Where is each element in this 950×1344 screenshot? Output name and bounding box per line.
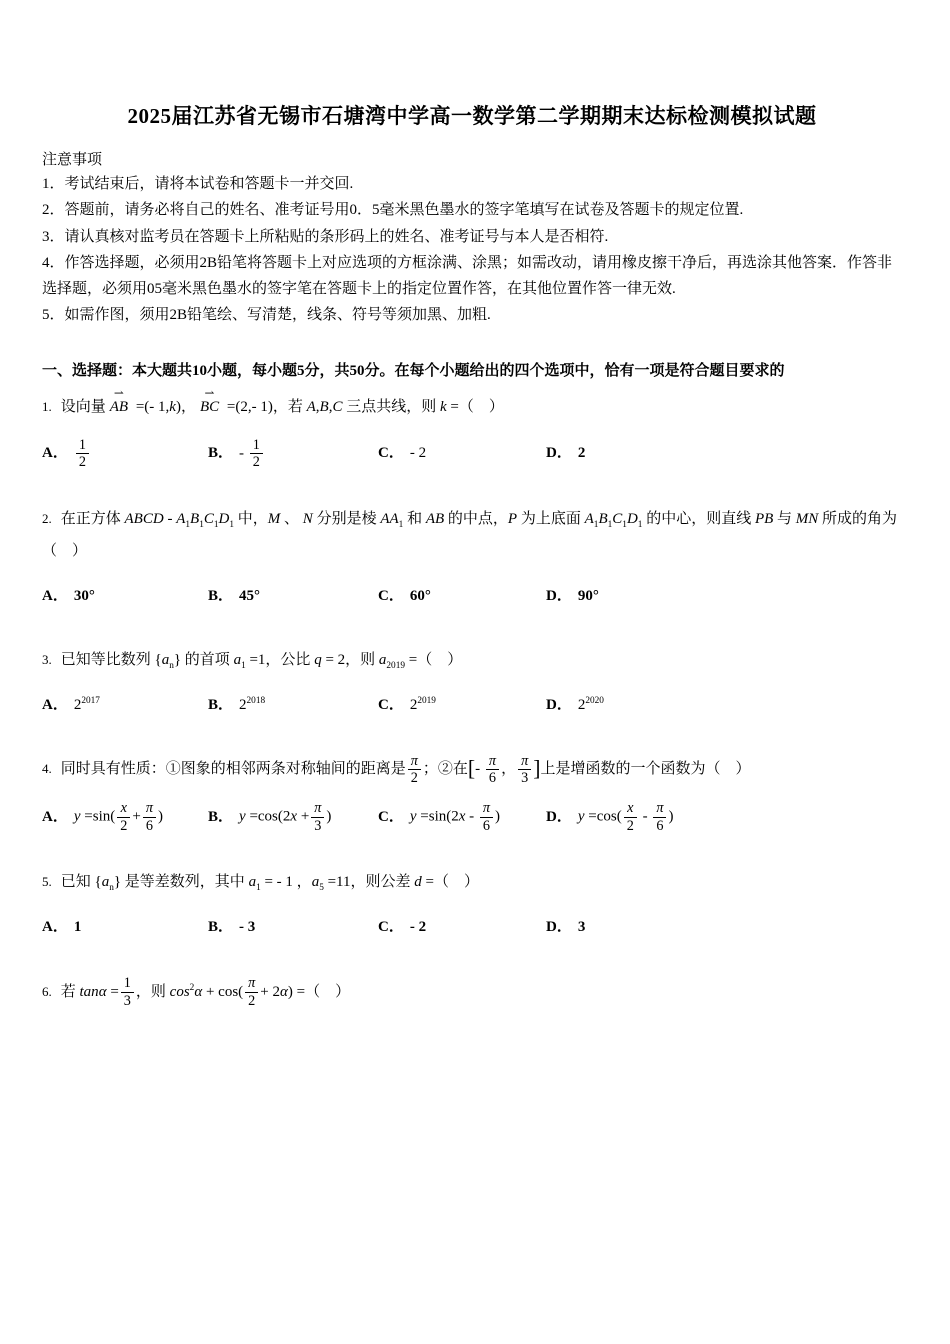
notice-item: 5．如需作图，须用2B铅笔绘、写清楚，线条、符号等须加黑、加粗. xyxy=(42,307,491,324)
option-label: A． xyxy=(42,919,68,936)
options-row xyxy=(42,582,902,612)
option-label: C． xyxy=(378,808,404,825)
options-row xyxy=(42,691,902,721)
option-content: 30° xyxy=(73,587,95,604)
option-content: - $\frac{1}{2}$ xyxy=(239,437,265,471)
option-label: B． xyxy=(208,919,234,936)
option-d xyxy=(546,691,902,721)
option-content: 2 xyxy=(577,444,586,461)
question-stem: 同时具有性质：①图象的相邻两条对称轴间的距离是 $\frac{\pi}{2}$ ；②在[- $\frac{\pi}{6}$ ， $\frac{\pi}{3}$ ]上是增函数的一个函数为（ ） xyxy=(60,752,751,787)
option-content: y =sin( $\frac{x}{2}$ + $\frac{\pi}{6}$ ) xyxy=(73,800,163,834)
option-a xyxy=(42,437,208,471)
option-content: $\frac{1}{2}$ xyxy=(74,437,91,471)
question-number: 5. xyxy=(42,874,52,890)
page-title: 2025届江苏省无锡市石塘湾中学高一数学第二学期期末达标检测模拟试题 xyxy=(127,104,817,128)
option-content: - 2 xyxy=(409,919,427,936)
option-label: D． xyxy=(546,919,572,936)
notice-heading: 注意事项 xyxy=(42,152,103,168)
question-stem: 在正方体 ABCD - $A_1B_1C_1D_1$ 中，M 、 N 分别是棱 $AA_1$ 和 AB 的中点，P 为上底面 $A_1B_1C_1D_1$ 的中心，则直线 PB 与 MN 所成的角为（ ） xyxy=(42,510,898,560)
option-label: C． xyxy=(378,919,404,936)
question-stem-row xyxy=(42,866,902,899)
question-stem-row xyxy=(42,644,902,677)
notice-section xyxy=(42,148,902,329)
options-row xyxy=(42,437,902,471)
notice-item: 2．答题前，请务必将自己的姓名、准考证号用0．5毫米黑色墨水的签字笔填写在试卷及答题卡的规定位置. xyxy=(42,202,744,219)
option-d xyxy=(546,439,902,469)
option-content: y =cos( $\frac{x}{2}$ - $\frac{\pi}{6}$ ) xyxy=(577,800,674,834)
option-label: D． xyxy=(546,696,572,713)
option-label: D． xyxy=(546,808,572,825)
vector-arrow-icon: ⇀ xyxy=(113,385,124,400)
option-label: C． xyxy=(378,444,404,461)
option-a xyxy=(42,582,208,612)
option-c xyxy=(378,691,546,721)
option-label: A． xyxy=(42,587,68,604)
notice-item: 3．请认真核对监考员在答题卡上所粘贴的条形码上的姓名、准考证号与本人是否相符. xyxy=(42,228,609,245)
option-a xyxy=(42,913,208,943)
question-stem: 已知等比数列 $\{a_n\}$ 的首项 $a_1 =1$，公比 q = 2，则 $a_{2019}$ =（ ） xyxy=(60,651,463,671)
question-stem: 已知 $\{a_n\}$ 是等差数列，其中 $a_1$ = - 1 ，$a_5 =11$，则公差 d =（ ） xyxy=(60,874,479,894)
notice-item: 1．考试结束后，请将本试卷和答题卡一并交回. xyxy=(42,176,354,192)
question-number: 2. xyxy=(42,510,52,526)
option-c xyxy=(378,800,546,834)
option-b xyxy=(208,582,378,612)
option-d xyxy=(546,582,902,612)
option-c xyxy=(378,913,546,943)
option-content: $2^{2017}$ xyxy=(73,695,100,713)
question-stem: 若 tanα = $\frac{1}{3}$ ，则 $\cos^2\alpha + \cos$( $\frac{\pi}{2}$ + 2α) =（ ） xyxy=(60,975,351,1009)
option-a xyxy=(42,800,208,834)
option-content: $2^{2018}$ xyxy=(239,695,266,713)
vector-arrow-icon: ⇀ xyxy=(204,385,215,400)
options-row xyxy=(42,913,902,943)
question-3 xyxy=(42,644,902,721)
question-stem-row xyxy=(42,975,902,1009)
option-label: D． xyxy=(546,444,572,461)
option-content: - 3 xyxy=(239,919,256,936)
question-4 xyxy=(42,753,902,835)
option-content: - 2 xyxy=(409,444,427,461)
question-1 xyxy=(42,385,902,471)
option-label: B． xyxy=(208,808,234,825)
question-stem-row xyxy=(42,503,902,568)
question-number: 1. xyxy=(42,398,52,414)
option-a xyxy=(42,691,208,721)
option-label: A． xyxy=(42,444,68,461)
option-d xyxy=(546,800,902,834)
option-content: y =cos(2x + $\frac{\pi}{3}$ ) xyxy=(239,800,332,834)
question-number: 4. xyxy=(42,761,52,777)
option-content: 3 xyxy=(577,919,586,936)
question-number: 6. xyxy=(42,983,52,999)
question-stem: 设向量 ⇀ AB =(- 1,k)， ⇀ BC =(2,- 1)，若 A,B,C 三点共线，则 k =（ ） xyxy=(61,399,504,415)
options-row xyxy=(42,800,902,834)
option-content: $2^{2020}$ xyxy=(577,695,604,713)
option-content: 1 xyxy=(73,919,82,936)
option-b xyxy=(208,691,378,721)
option-content: 60° xyxy=(409,587,431,604)
option-label: B． xyxy=(208,587,234,604)
option-content: 90° xyxy=(577,587,599,604)
option-label: A． xyxy=(42,808,68,825)
option-label: D． xyxy=(546,587,572,604)
question-number: 3. xyxy=(42,651,52,667)
notice-item: 4．作答选择题，必须用2B铅笔将答题卡上对应选项的方框涂满、涂黑；如需改动，请用橡皮擦干净后，再选涂其他答案．作答非选择题，必须用05毫米黑色墨水的签字笔在答题卡上的指定位置作答，在其他位置作答一律无效. xyxy=(42,254,893,297)
option-b xyxy=(208,913,378,943)
option-c xyxy=(378,439,546,469)
option-label: C． xyxy=(378,587,404,604)
option-c xyxy=(378,582,546,612)
question-stem-row xyxy=(42,385,902,423)
option-label: C． xyxy=(378,696,404,713)
option-label: A． xyxy=(42,696,68,713)
option-b xyxy=(208,437,378,471)
option-b xyxy=(208,800,378,834)
option-label: B． xyxy=(208,696,234,713)
option-content: 45° xyxy=(239,587,261,604)
option-content: y =sin(2x - $\frac{\pi}{6}$ ) xyxy=(409,800,501,834)
option-label: B． xyxy=(208,444,234,461)
question-stem-row xyxy=(42,753,902,787)
option-content: $2^{2019}$ xyxy=(409,695,436,713)
section-heading: 一、选择题：本大题共10小题，每小题5分，共50分。在每个小题给出的四个选项中，恰有一项是符合题目要求的 xyxy=(42,362,785,379)
question-6 xyxy=(42,975,902,1009)
option-d xyxy=(546,913,902,943)
question-2 xyxy=(42,503,902,612)
question-5 xyxy=(42,866,902,943)
